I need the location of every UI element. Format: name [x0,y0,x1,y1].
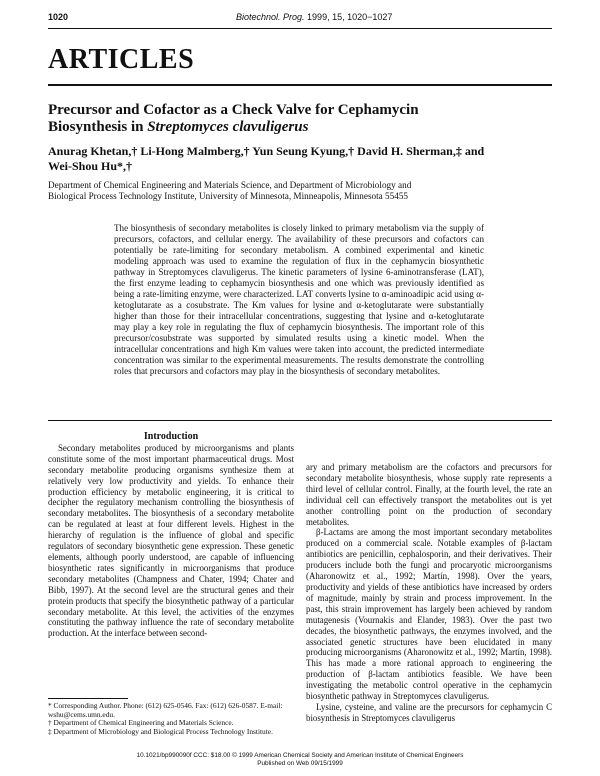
footnote-rule [48,698,128,699]
page-number: 1020 [48,12,69,22]
abstract-text: The biosynthesis of secondary metabolites is closely linked to primary metabolism via the supply of precursors, cofactors, and cellular energy. The availability of these precursors and cofactors can potentially be rate-limiting for secondary metabolism. A combined experimental and kinetic modeling approach was used to examine the regulation of flux in the cephamycin biosynthetic pathway in Streptomyces clavuligerus. The kinetic parameters of lysine 6-aminotransferase (LAT), the first enzyme leading to cephamycin biosynthesis and one which was previously identified as being a rate-limiting enzyme, were characterized. LAT converts lysine to α-aminoadipic acid using α-ketoglutarate as a cosubstrate. The Km values for lysine and α-ketoglutarate were substantially higher than those for their intracellular concentrations, suggesting that lysine and α-ketoglutarate may play a key role in regulating the flux of cephamycin biosynthesis. The important role of this precursor/cosubstrate was supported by simulated results using a kinetic model. When the intracellular concentrations and high Km values were taken into account, the predicted intermediate concentration was similar to the experimental measurements. The results demonstrate the controlling roles that precursors and cofactors may play in the biosynthesis of secondary metabolites. [114,223,484,376]
authors-line-2: Wei-Shou Hu*,† [48,159,133,173]
introduction-heading: Introduction [143,431,199,442]
right-column [306,462,552,724]
footnotes [48,702,294,736]
running-header [48,12,552,26]
title-species: Streptomyces clavuligerus [147,119,309,135]
affiliation-line-1: Department of Chemical Engineering and Materials Science, and Department of Microbiology and [48,180,412,190]
intro-paragraph-1: Secondary metabolites produced by microorganisms and plants constitute some of the most important pharmaceutical drugs. Most secondary metabolite producing organisms synthesize them at relatively very low productivity and yields. To enhance their production efficiency by metabolic engineering, it is critical to decipher the regulatory mechanism controlling the biosynthesis of secondary metabolites. The biosynthesis of a secondary metabolite can be regulated at least at four different levels. Highest in the hierarchy of regulation is the influence of global and specific regulators of secondary biosynthetic gene expression. These genetic elements, although poorly understood, are capable of influencing biosynthetic rates significantly in microorganisms that produce secondary metabolites (Champness and Chater, 1994; Chater and Bibb, 1997). At the second level are the structural genes and their protein products that specify the biosynthetic pathway of a particular secondary metabolite. At this level, the activities of the enzymes constituting the pathway influence the rate of secondary metabolite production. At the interface between second- [48,442,294,639]
title-line-2-prefix: Biosynthesis in [48,119,148,135]
footer-published: Published on Web 09/15/1999 [257,760,343,767]
page-footer [48,752,552,768]
authors-line-1: Anurag Khetan,† Li-Hong Malmberg,† Yun Seung Kyung,† David H. Sherman,‡ and [48,144,485,158]
article-title [48,102,548,136]
title-line-1: Precursor and Cofactor as a Check Valve for Cephamycin [48,102,419,118]
author-list [48,144,548,174]
footnote-corresponding: * Corresponding Author. Phone: (612) 625-0546. Fax: (612) 626-0587. E-mail: wshu@cems.umn.edu. [48,701,283,719]
header-rule [48,28,552,29]
intro-paragraph-1-continued: ary and primary metabolism are the cofactors and precursors for secondary metabolite biosynthesis, whose supply rate represents a third level of cellular control. Finally, at the fourth level, the rate an individual cell can effectively transport the metabolites out is yet another controlling point on the production of secondary metabolites. [306,462,552,527]
intro-paragraph-2: β-Lactams are among the most important secondary metabolites produced on a commercial scale. Notable examples of β-lactam antibiotics are penicillin, cephalosporin, and their derivatives. Their producers include both the fungi and procaryotic microorganisms (Aharonowitz et al., 1992; Martín, 1998). Over the years, productivity and yields of these antibiotics have increased by orders of magnitude, mainly by strain and process improvement. In the past, this strain improvement has largely been achieved by random mutagenesis (Vournakis and Elander, 1983). Over the past two decades, the biosynthetic pathways, the enzymes involved, and the associated genetic structures have been elucidated in many producing microorganisms (Aharonowitz et al., 1992; Martín, 1998). This has made a more rational approach to engineering the production of β-lactam antibiotics feasible. We have been investigating the metabolic control operative in the cephamycin biosynthetic pathway in Streptomyces clavuligerus. [306,527,552,702]
footnote-dagger: † Department of Chemical Engineering and Materials Science. [48,718,234,728]
left-column [48,432,294,639]
section-heading: ARTICLES [48,44,195,75]
footnote-double-dagger: ‡ Department of Microbiology and Biological Process Technology Institute. [48,726,273,736]
journal-name: Biotechnol. Prog. [236,12,305,22]
affiliation [48,180,548,202]
footer-doi-copyright: 10.1021/bp990090f CCC: $18.00 © 1999 American Chemical Society and American Institute of Chemical Engineers [136,752,464,759]
title-line-2 [48,119,548,136]
journal-citation [236,12,392,22]
affiliation-line-2: Biological Process Technology Institute, University of Minnesota, Minneapolis, Minnesota 55455 [48,191,409,201]
citation-details: 1999, 15, 1020−1027 [304,12,393,22]
abstract-rule [48,420,552,421]
abstract [114,223,484,377]
intro-paragraph-3: Lysine, cysteine, and valine are the precursors for cephamycin C biosynthesis in Streptomyces clavuligerus [306,701,552,723]
section-rule [48,84,552,86]
